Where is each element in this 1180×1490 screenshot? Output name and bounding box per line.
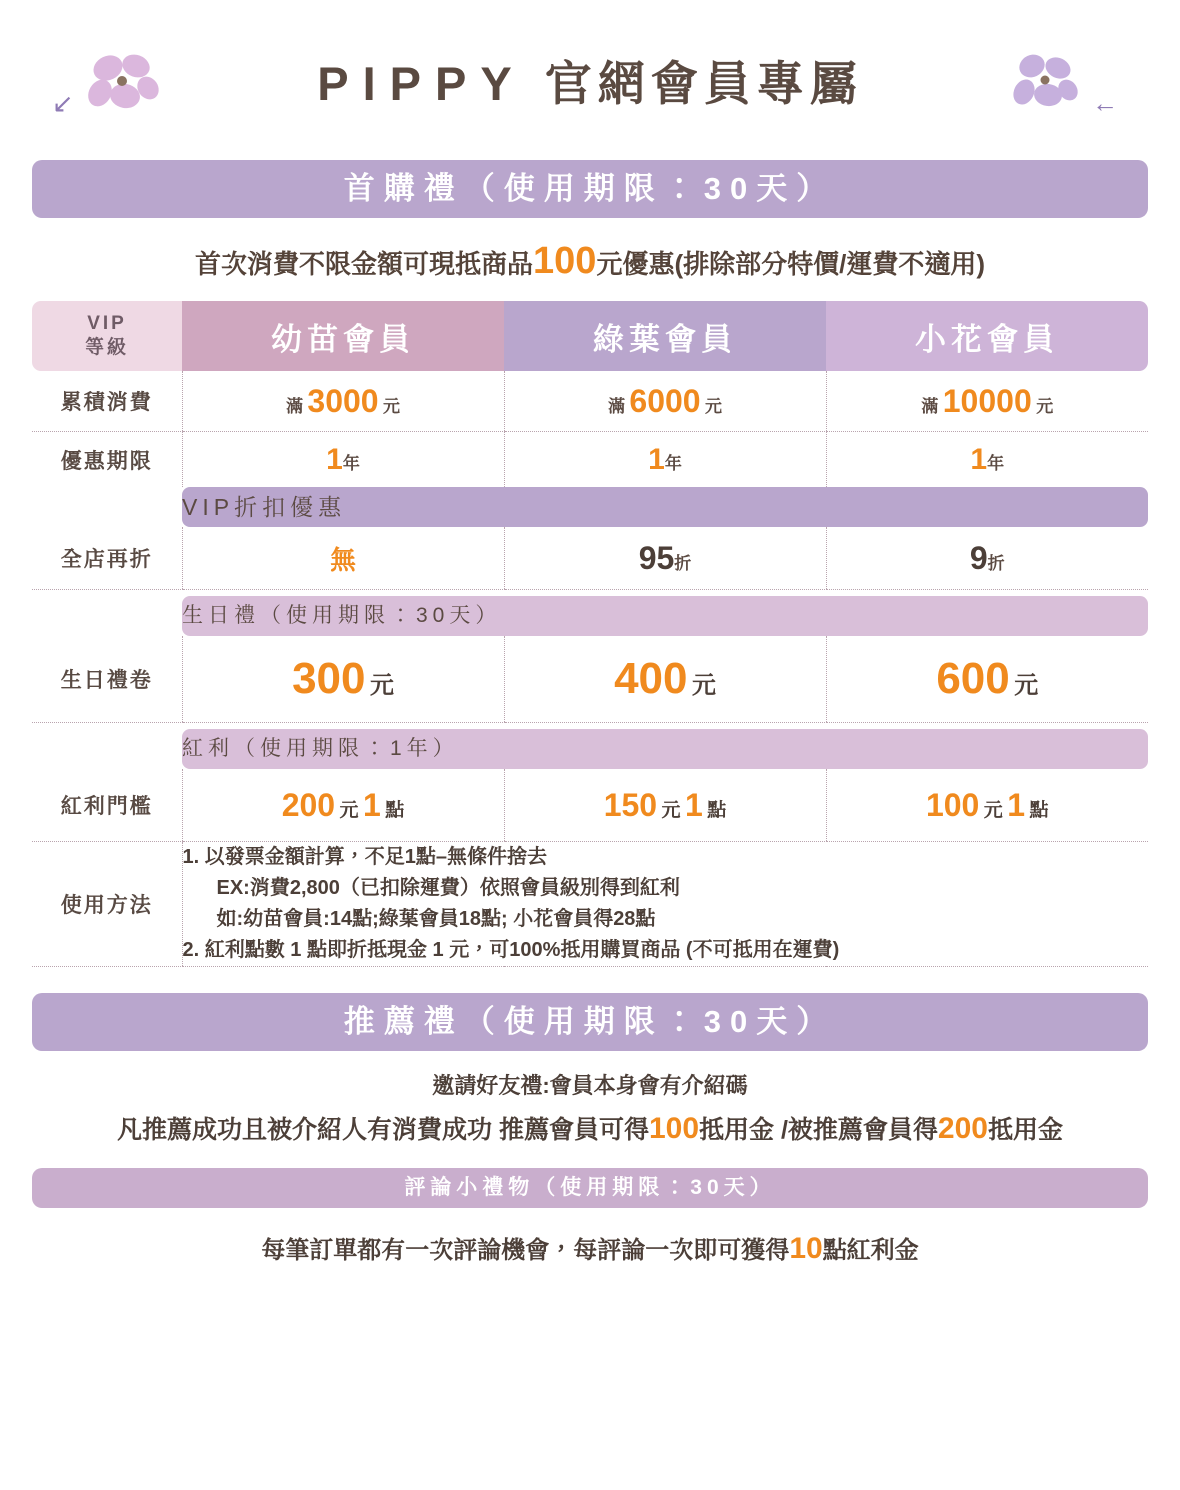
vip-discount-band-row [32, 487, 1148, 527]
validity-tier1-value: 1 [326, 442, 343, 476]
bonus-threshold-tier3-value: 100 [925, 786, 980, 823]
validity-tier2-value: 1 [648, 442, 665, 476]
table-row [32, 769, 1148, 842]
cumulative-spend-tier2-value: 6000 [629, 382, 701, 419]
page-header [0, 0, 1180, 160]
validity-tier2-unit: 年 [664, 453, 682, 473]
store-discount-tier2 [504, 527, 826, 590]
table-row [32, 432, 1148, 488]
bonus-threshold-tier3-unit1: 元 [983, 799, 1003, 821]
birthday-band-row [32, 596, 1148, 636]
usage-line-4: 2. 紅利點數 1 點即折抵現金 1 元，可100%抵用購買商品 (不可抵用在運費) [182, 939, 840, 961]
referral-band: 推薦禮（使用期限：30天） [32, 993, 1148, 1051]
cumulative-spend-tier2 [504, 371, 826, 432]
usage-instructions [182, 842, 1148, 967]
birthday-voucher-tier1 [182, 636, 504, 723]
cumulative-spend-tier1-value: 3000 [307, 382, 379, 419]
sakura-flower-icon [78, 48, 170, 130]
usage-line-3: 如:幼苗會員:14點;綠葉會員18點; 小花會員得28點 [216, 908, 656, 930]
validity-tier1-unit: 年 [342, 453, 360, 473]
bonus-threshold-tier1-unit2: 點 [385, 799, 405, 821]
validity-tier3-value: 1 [970, 442, 988, 476]
store-discount-tier1-value: 無 [329, 544, 356, 575]
vip-level-header-line2: 等級 [84, 337, 129, 358]
first-purchase-amount: 100 [533, 240, 597, 282]
row-label-store-discount: 全店再折 [32, 527, 182, 590]
row-label-birthday-voucher: 生日禮卷 [32, 636, 182, 723]
referral-line2-b: 抵用金 /被推薦會員得 [699, 1116, 938, 1144]
referral-line-1: 邀請好友禮:會員本身會有介紹碼 [432, 1073, 748, 1098]
validity-tier3-unit: 年 [987, 453, 1005, 473]
referral-line2-c: 抵用金 [987, 1116, 1063, 1144]
review-reward-points: 10 [789, 1232, 823, 1265]
cumulative-spend-tier3 [826, 371, 1148, 432]
store-discount-tier1 [182, 527, 504, 590]
review-line [0, 1230, 1180, 1266]
bonus-threshold-tier2-points: 1 [685, 786, 703, 823]
page-title [317, 47, 863, 114]
review-line-b: 點紅利金 [822, 1237, 919, 1264]
tier-header-3: 小花會員 [826, 301, 1148, 371]
vip-discount-band: VIP折扣優惠 [182, 487, 1148, 527]
first-purchase-description [0, 240, 1180, 283]
bonus-threshold-tier3-points: 1 [1007, 786, 1026, 823]
birthday-voucher-tier3-value: 600 [936, 654, 1010, 703]
arrow-left-icon: ↙ [52, 88, 74, 118]
usage-line-1: 1. 以發票金額計算，不足1點–無條件捨去 [182, 846, 547, 868]
referral-reward-referee: 200 [937, 1112, 988, 1145]
bonus-threshold-tier3-unit2: 點 [1029, 799, 1049, 821]
referral-line-2 [0, 1110, 1180, 1146]
row-label-usage: 使用方法 [32, 842, 182, 967]
store-discount-tier2-unit: 折 [674, 553, 692, 573]
referral-reward-referrer: 100 [648, 1112, 700, 1145]
vip-level-header-line1: VIP [87, 313, 127, 335]
row-label-bonus-threshold: 紅利門檻 [32, 769, 182, 842]
store-discount-tier3-unit: 折 [987, 553, 1005, 573]
sakura-flower-icon [1004, 48, 1084, 128]
page-title-cjk: 官網會員專屬 [544, 56, 863, 110]
birthday-voucher-tier2-unit: 元 [691, 672, 716, 699]
first-purchase-desc-after: 元優惠(排除部分特價/運費不適用) [596, 249, 985, 279]
store-discount-tier3 [826, 527, 1148, 590]
table-row [32, 527, 1148, 590]
store-discount-tier2-value: 95 [638, 539, 675, 576]
bonus-threshold-tier1 [182, 769, 504, 842]
review-band: 評論小禮物（使用期限：30天） [32, 1168, 1148, 1208]
row-label-cumulative-spend: 累積消費 [32, 371, 182, 432]
first-purchase-band: 首購禮（使用期限：30天） [32, 160, 1148, 218]
arrow-right-icon: ← [1092, 88, 1118, 118]
birthday-voucher-tier3-unit: 元 [1014, 672, 1039, 699]
tier-header-2: 綠葉會員 [504, 301, 826, 371]
cumulative-spend-tier3-pre: 滿 [921, 396, 939, 416]
cumulative-spend-tier2-pre: 滿 [607, 396, 625, 416]
birthday-voucher-tier2-value: 400 [614, 654, 688, 703]
vip-level-header [32, 301, 182, 371]
cumulative-spend-tier1-pre: 滿 [285, 396, 303, 416]
birthday-voucher-tier1-value: 300 [292, 654, 366, 703]
bonus-threshold-tier2-unit1: 元 [661, 799, 681, 821]
birthday-voucher-tier3 [826, 636, 1148, 723]
first-purchase-desc-before: 首次消費不限金額可現抵商品 [195, 249, 534, 279]
cumulative-spend-tier2-unit: 元 [705, 396, 723, 416]
bonus-threshold-tier2-unit2: 點 [707, 799, 727, 821]
usage-row [32, 842, 1148, 967]
bonus-threshold-tier1-unit1: 元 [339, 799, 359, 821]
bonus-threshold-tier2 [504, 769, 826, 842]
store-discount-tier3-value: 9 [969, 539, 988, 576]
row-label-validity: 優惠期限 [60, 449, 153, 473]
bonus-threshold-tier1-value: 200 [281, 786, 336, 823]
cumulative-spend-tier1 [182, 371, 504, 432]
validity-tier3 [826, 432, 1148, 488]
birthday-band: 生日禮（使用期限：30天） [182, 596, 1148, 636]
vip-benefits-table [32, 301, 1148, 967]
table-row [32, 636, 1148, 723]
birthday-voucher-tier2 [504, 636, 826, 723]
bonus-threshold-tier2-value: 150 [603, 786, 658, 823]
page-title-latin: PIPPY [317, 56, 526, 110]
tier-header-1: 幼苗會員 [182, 301, 504, 371]
cumulative-spend-tier3-value: 10000 [942, 382, 1032, 419]
bonus-band-row [32, 729, 1148, 769]
referral-line2-a: 凡推薦成功且被介紹人有消費成功 推薦會員可得 [117, 1116, 649, 1144]
cumulative-spend-tier1-unit: 元 [383, 396, 401, 416]
table-row [32, 371, 1148, 432]
bonus-threshold-tier1-points: 1 [363, 786, 381, 823]
bonus-threshold-tier3 [826, 769, 1148, 842]
validity-tier1 [182, 432, 504, 488]
table-header-row [32, 301, 1148, 371]
cumulative-spend-tier3-unit: 元 [1036, 396, 1054, 416]
review-line-a: 每筆訂單都有一次評論機會，每評論一次即可獲得 [261, 1237, 790, 1264]
usage-line-2: EX:消費2,800（已扣除運費）依照會員級別得到紅利 [216, 877, 680, 899]
bonus-band: 紅利（使用期限：1年） [182, 729, 1148, 769]
validity-tier2 [504, 432, 826, 488]
birthday-voucher-tier1-unit: 元 [369, 672, 394, 699]
